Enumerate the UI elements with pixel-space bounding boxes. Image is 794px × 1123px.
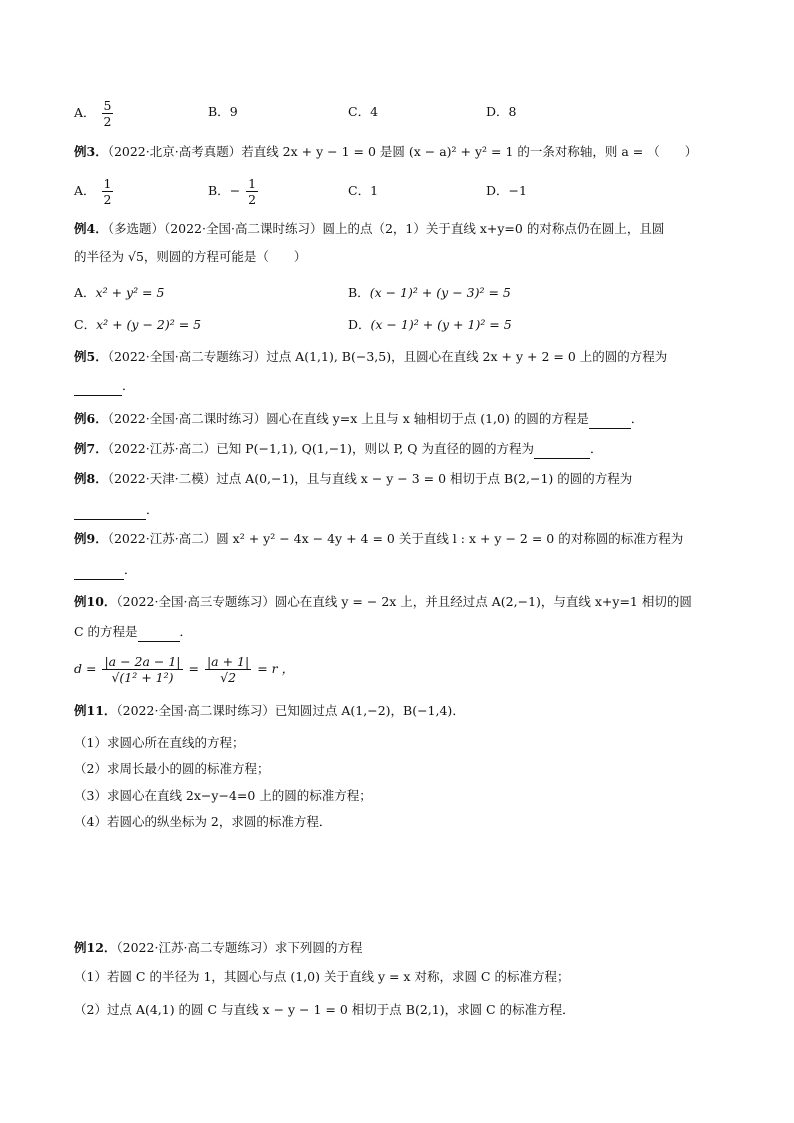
option-label: A． [74, 183, 96, 198]
period: ． [630, 411, 644, 426]
example-5 [74, 347, 667, 367]
example-text: （2022·全国·高二专题练习）过点 A(1,1), B(−3,5)，且圆心在直线 2x + y + 2 = 0 上的圆的方程为 [107, 349, 668, 364]
example-text: （2022·北京·高考真题）若直线 2x + y − 1 = 0 是圆 (x − a)² + y² = 1 的一条对称轴，则 a = （ ） [107, 144, 698, 159]
example-7 [74, 439, 603, 459]
example-text: （2022·江苏·高二专题练习）求下列圆的方程 [116, 940, 363, 955]
option-value: 1 [370, 183, 379, 198]
example-text: （2022·全国·高三专题练习）圆心在直线 y = − 2x 上，并且经过点 A(2,−1)，与直线 x+y=1 相切的圆 [116, 594, 692, 609]
option-label: B． [348, 285, 370, 300]
example-text: （2022·天津·二模）过点 A(0,−1)，且与直线 x − y − 3 = 0 相切于点 B(2,−1) 的圆的方程为 [107, 471, 633, 486]
example-tag: 例9． [74, 531, 108, 546]
option-value: x² + y² = 5 [95, 285, 165, 300]
fraction-numerator: |a + 1| [206, 654, 250, 669]
period: ． [122, 378, 135, 393]
ex4-option-d [348, 315, 512, 335]
fraction [205, 654, 251, 685]
example-tag: 例3． [74, 144, 108, 159]
option-value: 9 [229, 104, 238, 119]
option-value: (x − 1)² + (y − 3)² = 5 [369, 285, 511, 300]
example-10-line2 [74, 622, 192, 642]
option-label: B． [208, 183, 230, 198]
period: ． [179, 624, 193, 639]
option-label: C． [348, 104, 371, 119]
example-text: （多选题）（2022·全国·高二课时练习）圆上的点（2，1）关于直线 x+y=0 的对称点仍在圆上，且圆 [107, 221, 665, 236]
fraction-denominator: 2 [103, 192, 112, 207]
formula-lhs: d = [74, 661, 97, 676]
example-tag: 例4． [74, 221, 108, 236]
option-label: C． [348, 183, 371, 198]
ex3-option-a [74, 176, 115, 207]
fraction-numerator: |a − 2a − 1| [104, 654, 181, 669]
example-8 [74, 469, 632, 489]
answer-blank[interactable] [74, 381, 122, 396]
ex4-option-a [74, 283, 164, 303]
fraction-numerator: 1 [103, 176, 112, 191]
option-label: A． [74, 285, 96, 300]
q2-option-c [348, 102, 378, 122]
fraction-denominator: 2 [103, 114, 112, 129]
list-item: （4）若圆心的纵坐标为 2，求圆的标准方程． [74, 814, 332, 829]
q2-option-b [208, 102, 238, 122]
option-label: D． [348, 317, 371, 332]
example-3 [74, 142, 697, 162]
ex3-option-d [486, 181, 527, 201]
answer-blank[interactable] [74, 565, 124, 580]
list-item: （1）若圆 C 的半径为 1，其圆心与点 (1,0) 关于直线 y = x 对称，求圆 C 的标准方程； [74, 969, 570, 984]
example-9 [74, 529, 683, 549]
fraction [102, 654, 182, 685]
fraction-numerator: 5 [103, 98, 112, 113]
example-text: （2022·全国·高二课时练习）圆心在直线 y=x 上且与 x 轴相切于点 (1,0) 的圆的方程是 [107, 411, 589, 426]
distance-formula: d = $\frac{|a - 2a - 1|}{\text{√(1² + 1²)}}$ = $\frac{|a + 1|}{√2}$ = r ， [74, 654, 295, 685]
example-text: （2022·江苏·高二）圆 x² + y² − 4x − 4y + 4 = 0 关于直线 l : x + y − 2 = 0 的对称圆的标准方程为 [107, 531, 684, 546]
option-value: x² + (y − 2)² = 5 [96, 317, 202, 332]
answer-blank[interactable] [74, 505, 146, 520]
example-11 [74, 701, 465, 721]
fraction-denominator: √2 [220, 670, 237, 685]
example-tag: 例6． [74, 411, 108, 426]
period: ． [146, 502, 159, 517]
example-12 [74, 938, 362, 958]
example-tag: 例8． [74, 471, 108, 486]
option-value: 8 [508, 104, 517, 119]
example-8-line2 [74, 500, 159, 520]
example-text: C 的方程是 [74, 624, 138, 639]
q2-option-d [486, 102, 516, 122]
example-10 [74, 592, 692, 612]
fraction-numerator: 1 [248, 176, 257, 191]
example-tag: 例10． [74, 594, 117, 609]
option-value: 4 [370, 104, 379, 119]
ex4-option-b [348, 283, 511, 303]
fraction-denominator: 2 [248, 192, 257, 207]
ex3-option-b [208, 176, 260, 207]
option-label: A． [74, 105, 96, 120]
example-tag: 例11． [74, 703, 117, 718]
option-label: D． [486, 183, 509, 198]
example-4-line2: 的半径为 √5，则圆的方程可能是（ ） [74, 249, 307, 264]
example-9-line2 [74, 560, 137, 580]
example-6 [74, 409, 643, 429]
option-sign: − [229, 183, 241, 198]
list-item: （1）求圆心所在直线的方程； [74, 735, 245, 750]
fraction [102, 176, 114, 207]
list-item: （3）求圆心在直线 2x−y−4=0 上的圆的标准方程； [74, 788, 372, 803]
list-item: （2）求周长最小的圆的标准方程； [74, 761, 270, 776]
formula-rhs: = r ， [257, 661, 295, 676]
ex3-option-c [348, 181, 378, 201]
option-label: C． [74, 317, 97, 332]
example-tag: 例5． [74, 349, 108, 364]
period: ． [590, 441, 603, 456]
answer-blank[interactable] [138, 627, 180, 642]
example-5-line2 [74, 376, 135, 396]
answer-blank[interactable] [534, 444, 590, 459]
fraction-denominator: √(1² + 1²) [111, 670, 174, 685]
option-label: B． [208, 104, 230, 119]
fraction [102, 98, 114, 129]
option-value: −1 [508, 183, 527, 198]
fraction [246, 176, 258, 207]
option-value: (x − 1)² + (y + 1)² = 5 [370, 317, 512, 332]
example-tag: 例7． [74, 441, 108, 456]
q2-option-a [74, 98, 115, 129]
example-tag: 例12． [74, 940, 117, 955]
list-item: （2）过点 A(4,1) 的圆 C 与直线 x − y − 1 = 0 相切于点 B(2,1)，求圆 C 的标准方程． [74, 1002, 575, 1017]
answer-blank[interactable] [589, 414, 631, 429]
example-text: （2022·全国·高二课时练习）已知圆过点 A(1,−2)，B(−1,4)． [116, 703, 465, 718]
example-text: （2022·江苏·高二）已知 P(−1,1), Q(1,−1)，则以 P, Q 为直径的圆的方程为 [107, 441, 535, 456]
ex4-option-c [74, 315, 201, 335]
example-4 [74, 219, 664, 239]
option-label: D． [486, 104, 509, 119]
period: ． [124, 562, 137, 577]
